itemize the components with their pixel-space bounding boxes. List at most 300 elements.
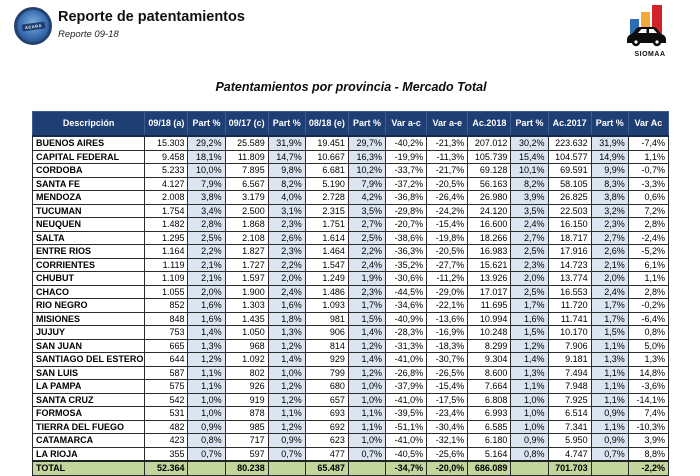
value-cell: -40,2% (386, 136, 427, 150)
value-cell: 1,3% (188, 339, 225, 353)
value-cell: 1.119 (145, 258, 188, 272)
value-cell: 1,1% (511, 380, 548, 394)
value-cell: 2,1% (188, 272, 225, 286)
value-cell: 1.868 (225, 218, 268, 232)
value-cell: -11,2% (427, 272, 468, 286)
value-cell: -20,5% (427, 245, 468, 259)
value-cell: -29,8% (386, 204, 427, 218)
total-row (33, 461, 669, 475)
value-cell: 1.249 (305, 272, 348, 286)
table-row (33, 136, 669, 150)
value-cell: -11,3% (427, 150, 468, 164)
value-cell: 1,1% (268, 407, 305, 421)
value-cell: 2,4% (511, 218, 548, 232)
value-cell: 5,0% (628, 339, 668, 353)
value-cell: 0,9% (511, 434, 548, 448)
value-cell: 2,7% (348, 218, 385, 232)
value-cell: 1.751 (305, 218, 348, 232)
siomaa-logo-label: SIOMAA (634, 51, 666, 58)
value-cell: 8,2% (268, 177, 305, 191)
value-cell: 878 (225, 407, 268, 421)
value-cell: 4,2% (348, 191, 385, 205)
column-header-12: Part % (591, 112, 628, 137)
value-cell: 9,8% (268, 164, 305, 178)
value-cell: 1.754 (145, 204, 188, 218)
value-cell: 2,0% (511, 272, 548, 286)
value-cell: 14,7% (268, 150, 305, 164)
value-cell: 4.747 (548, 447, 591, 461)
province-name: NEUQUEN (33, 218, 145, 232)
value-cell: 10,0% (188, 164, 225, 178)
table-row (33, 204, 669, 218)
table-row (33, 407, 669, 421)
column-header-0: Descripción (33, 112, 145, 137)
value-cell: 11.809 (225, 150, 268, 164)
value-cell: 0,8% (511, 447, 548, 461)
value-cell: 15.621 (468, 258, 511, 272)
value-cell: -15,4% (427, 218, 468, 232)
value-cell: 1,6% (188, 312, 225, 326)
value-cell: 2,7% (511, 231, 548, 245)
value-cell: -40,9% (386, 312, 427, 326)
value-cell: -37,2% (386, 177, 427, 191)
value-cell: 1,6% (268, 299, 305, 313)
value-cell: 1,1% (591, 366, 628, 380)
value-cell: 0,9% (188, 420, 225, 434)
value-cell: 753 (145, 326, 188, 340)
value-cell: 9.458 (145, 150, 188, 164)
table-row (33, 285, 669, 299)
table-row (33, 150, 669, 164)
value-cell: 2,3% (268, 245, 305, 259)
value-cell: 1,4% (348, 326, 385, 340)
value-cell: 10,1% (511, 164, 548, 178)
value-cell: -20,7% (386, 218, 427, 232)
value-cell: 2.315 (305, 204, 348, 218)
value-cell: 968 (225, 339, 268, 353)
province-name: CORRIENTES (33, 258, 145, 272)
value-cell: 0,7% (591, 447, 628, 461)
value-cell: 3,5% (511, 204, 548, 218)
value-cell: 7.925 (548, 393, 591, 407)
value-cell: 26.980 (468, 191, 511, 205)
value-cell: -25,6% (427, 447, 468, 461)
value-cell: 6.567 (225, 177, 268, 191)
value-cell: 1.827 (225, 245, 268, 259)
value-cell: -19,9% (386, 150, 427, 164)
value-cell: -2,4% (628, 231, 668, 245)
value-cell: -26,4% (427, 191, 468, 205)
value-cell: 985 (225, 420, 268, 434)
value-cell: 1.486 (305, 285, 348, 299)
value-cell: 6.808 (468, 393, 511, 407)
value-cell: 0,9% (591, 434, 628, 448)
value-cell: 686.089 (468, 461, 511, 475)
table-row (33, 326, 669, 340)
value-cell: -32,1% (427, 434, 468, 448)
table-title: Patentamientos por provincia - Mercado Total (215, 80, 487, 94)
value-cell: 52.364 (145, 461, 188, 475)
value-cell: 17.916 (548, 245, 591, 259)
value-cell: -41,0% (386, 353, 427, 367)
value-cell: -22,1% (427, 299, 468, 313)
value-cell: 1,7% (591, 312, 628, 326)
provinces-table (32, 111, 669, 476)
value-cell: 1,1% (628, 272, 668, 286)
table-row (33, 434, 669, 448)
value-cell: 6.514 (548, 407, 591, 421)
value-cell: 16.983 (468, 245, 511, 259)
value-cell: 2,4% (268, 285, 305, 299)
value-cell: 2,8% (628, 285, 668, 299)
value-cell: 1,2% (268, 420, 305, 434)
value-cell: 105.739 (468, 150, 511, 164)
value-cell: 575 (145, 380, 188, 394)
value-cell: 1,2% (268, 393, 305, 407)
value-cell: 2,2% (268, 258, 305, 272)
value-cell: 926 (225, 380, 268, 394)
value-cell: 680 (305, 380, 348, 394)
value-cell: 1,3% (628, 353, 668, 367)
siomaa-logo (622, 4, 678, 56)
value-cell: 1,6% (188, 299, 225, 313)
value-cell: -18,3% (427, 339, 468, 353)
value-cell: 1.164 (145, 245, 188, 259)
value-cell: 10,2% (348, 164, 385, 178)
value-cell: -0,7% (628, 164, 668, 178)
province-name: MISIONES (33, 312, 145, 326)
value-cell: 9,9% (591, 164, 628, 178)
value-cell: 11.741 (548, 312, 591, 326)
value-cell: 7.341 (548, 420, 591, 434)
column-header-10: Part % (511, 112, 548, 137)
province-name: FORMOSA (33, 407, 145, 421)
value-cell: 30,2% (511, 136, 548, 150)
acara-logo-icon (14, 7, 52, 45)
value-cell: -3,6% (628, 380, 668, 394)
value-cell: 1,3% (268, 326, 305, 340)
value-cell: -35,2% (386, 258, 427, 272)
value-cell: 1.092 (225, 353, 268, 367)
province-name: LA RIOJA (33, 447, 145, 461)
value-cell: 25.589 (225, 136, 268, 150)
value-cell: 1,1% (591, 393, 628, 407)
value-cell: 7.906 (548, 339, 591, 353)
value-cell: 1,1% (348, 420, 385, 434)
value-cell: 1.109 (145, 272, 188, 286)
value-cell: 80.238 (225, 461, 268, 475)
value-cell: 10.667 (305, 150, 348, 164)
value-cell: 919 (225, 393, 268, 407)
acara-logo-label: ACARA (21, 21, 45, 31)
value-cell: -34,7% (386, 461, 427, 475)
value-cell: 8.299 (468, 339, 511, 353)
value-cell: -26,5% (427, 366, 468, 380)
value-cell: -17,5% (427, 393, 468, 407)
value-cell: 2,5% (188, 231, 225, 245)
value-cell: 8,2% (511, 177, 548, 191)
value-cell: 0,6% (628, 191, 668, 205)
value-cell: 1,1% (628, 150, 668, 164)
value-cell: 0,7% (268, 447, 305, 461)
province-name: SANTA FE (33, 177, 145, 191)
value-cell: 597 (225, 447, 268, 461)
value-cell: 1,5% (348, 312, 385, 326)
value-cell: 18.266 (468, 231, 511, 245)
column-header-3: 09/17 (c) (225, 112, 268, 137)
value-cell: 29,2% (188, 136, 225, 150)
value-cell: 7,9% (188, 177, 225, 191)
value-cell: -20,0% (427, 461, 468, 475)
value-cell: 104.577 (548, 150, 591, 164)
value-cell: 18.717 (548, 231, 591, 245)
province-name: TIERRA DEL FUEGO (33, 420, 145, 434)
value-cell: 6.681 (305, 164, 348, 178)
value-cell: 1.597 (225, 272, 268, 286)
value-cell: 16.150 (548, 218, 591, 232)
value-cell: 482 (145, 420, 188, 434)
value-cell: 3.179 (225, 191, 268, 205)
value-cell: -51,1% (386, 420, 427, 434)
value-cell: 7,4% (628, 407, 668, 421)
value-cell: 16,3% (348, 150, 385, 164)
province-name: CORDOBA (33, 164, 145, 178)
table-row (33, 447, 669, 461)
value-cell: 69.128 (468, 164, 511, 178)
report-title: Reporte de patentamientos (58, 9, 245, 25)
column-header-8: Var a-e (427, 112, 468, 137)
province-name: SANTIAGO DEL ESTERO (33, 353, 145, 367)
value-cell: 1.435 (225, 312, 268, 326)
value-cell: 1,3% (511, 366, 548, 380)
value-cell: -7,4% (628, 136, 668, 150)
value-cell: -5,2% (628, 245, 668, 259)
value-cell: -40,5% (386, 447, 427, 461)
value-cell: 1,4% (511, 353, 548, 367)
value-cell: 0,9% (268, 434, 305, 448)
value-cell: 58.105 (548, 177, 591, 191)
value-cell: 4.127 (145, 177, 188, 191)
value-cell: 0,9% (591, 407, 628, 421)
value-cell: 207.012 (468, 136, 511, 150)
value-cell: 1,0% (511, 420, 548, 434)
value-cell: 2.500 (225, 204, 268, 218)
value-cell: 2,6% (591, 245, 628, 259)
value-cell: 19.451 (305, 136, 348, 150)
value-cell: 13.774 (548, 272, 591, 286)
value-cell: 799 (305, 366, 348, 380)
value-cell: 14.723 (548, 258, 591, 272)
column-header-11: Ac.2017 (548, 112, 591, 137)
value-cell: 15.303 (145, 136, 188, 150)
value-cell: 1,2% (511, 339, 548, 353)
value-cell: 3,5% (348, 204, 385, 218)
value-cell: 0,7% (188, 447, 225, 461)
value-cell: 2,4% (591, 285, 628, 299)
value-cell: 657 (305, 393, 348, 407)
value-cell: 1,2% (268, 339, 305, 353)
value-cell: 802 (225, 366, 268, 380)
value-cell: 5.190 (305, 177, 348, 191)
value-cell: -30,6% (386, 272, 427, 286)
value-cell: 2,4% (348, 258, 385, 272)
value-cell: 2.728 (305, 191, 348, 205)
value-cell: -21,7% (427, 164, 468, 178)
value-cell: 2,8% (628, 218, 668, 232)
value-cell: 1,2% (348, 366, 385, 380)
value-cell: 2,5% (348, 231, 385, 245)
table-row (33, 380, 669, 394)
province-name: BUENOS AIRES (33, 136, 145, 150)
value-cell: 1,2% (188, 353, 225, 367)
value-cell: 1.093 (305, 299, 348, 313)
value-cell: -24,2% (427, 204, 468, 218)
value-cell: 477 (305, 447, 348, 461)
value-cell: 929 (305, 353, 348, 367)
value-cell: 16.600 (468, 218, 511, 232)
column-header-13: Var Ac (628, 112, 668, 137)
value-cell: 10.994 (468, 312, 511, 326)
value-cell: 5.950 (548, 434, 591, 448)
province-name: TUCUMAN (33, 204, 145, 218)
value-cell: 2,8% (188, 218, 225, 232)
value-cell: 1,0% (268, 366, 305, 380)
value-cell: 2,3% (511, 258, 548, 272)
value-cell: 1,4% (348, 353, 385, 367)
value-cell: 2,3% (268, 218, 305, 232)
value-cell: 1.614 (305, 231, 348, 245)
value-cell: 11.695 (468, 299, 511, 313)
value-cell: 1,2% (348, 339, 385, 353)
value-cell: 1,0% (348, 393, 385, 407)
value-cell: 1,0% (511, 407, 548, 421)
value-cell: 1.055 (145, 285, 188, 299)
value-cell: 1,1% (591, 380, 628, 394)
province-name: JUJUY (33, 326, 145, 340)
value-cell: 1,8% (268, 312, 305, 326)
value-cell: -30,4% (427, 420, 468, 434)
value-cell: 1,7% (591, 299, 628, 313)
value-cell (268, 461, 305, 475)
province-name: SALTA (33, 231, 145, 245)
value-cell: 2,0% (268, 272, 305, 286)
value-cell: 1,1% (348, 407, 385, 421)
table-row (33, 258, 669, 272)
value-cell: 644 (145, 353, 188, 367)
value-cell: -33,7% (386, 164, 427, 178)
table-row (33, 299, 669, 313)
value-cell: -10,3% (628, 420, 668, 434)
value-cell: 542 (145, 393, 188, 407)
value-cell: 1,7% (511, 299, 548, 313)
value-cell: 1.303 (225, 299, 268, 313)
value-cell: -37,9% (386, 380, 427, 394)
siomaa-barchart-car-icon (623, 4, 677, 48)
column-header-5: 08/18 (e) (305, 112, 348, 137)
value-cell: -31,3% (386, 339, 427, 353)
column-header-4: Part % (268, 112, 305, 137)
value-cell: -38,6% (386, 231, 427, 245)
value-cell: 2,5% (511, 245, 548, 259)
value-cell: 3,8% (188, 191, 225, 205)
value-cell: 2,0% (188, 285, 225, 299)
value-cell: 29,7% (348, 136, 385, 150)
value-cell: 2,7% (591, 231, 628, 245)
value-cell: 3,9% (511, 191, 548, 205)
value-cell: 0,8% (628, 326, 668, 340)
value-cell: -2,2% (628, 461, 668, 475)
value-cell: 3,2% (591, 204, 628, 218)
value-cell: 6.993 (468, 407, 511, 421)
value-cell: 1,4% (188, 326, 225, 340)
value-cell: -16,9% (427, 326, 468, 340)
value-cell: -21,3% (427, 136, 468, 150)
value-cell: 623 (305, 434, 348, 448)
value-cell: -0,2% (628, 299, 668, 313)
value-cell: 1,9% (348, 272, 385, 286)
value-cell: 906 (305, 326, 348, 340)
value-cell: -28,3% (386, 326, 427, 340)
value-cell: -27,7% (427, 258, 468, 272)
report-header (0, 0, 700, 58)
value-cell: -36,3% (386, 245, 427, 259)
value-cell: 1,0% (188, 407, 225, 421)
value-cell: 1.900 (225, 285, 268, 299)
value-cell: 423 (145, 434, 188, 448)
value-cell: 1,2% (268, 380, 305, 394)
table-header-row (33, 112, 669, 137)
value-cell: 22.503 (548, 204, 591, 218)
value-cell: 69.591 (548, 164, 591, 178)
value-cell: -29,0% (427, 285, 468, 299)
value-cell: 1,0% (511, 393, 548, 407)
value-cell: 3,4% (188, 204, 225, 218)
column-header-2: Part % (188, 112, 225, 137)
value-cell: 2,0% (591, 272, 628, 286)
value-cell: 1,1% (591, 420, 628, 434)
value-cell: -3,3% (628, 177, 668, 191)
table-row (33, 177, 669, 191)
value-cell: -34,6% (386, 299, 427, 313)
value-cell: 3,8% (591, 191, 628, 205)
value-cell: 355 (145, 447, 188, 461)
value-cell: -41,0% (386, 393, 427, 407)
value-cell: 2,3% (348, 285, 385, 299)
value-cell: 10.170 (548, 326, 591, 340)
report-subtitle: Reporte 09-18 (58, 29, 119, 40)
table-row (33, 164, 669, 178)
table-row (33, 366, 669, 380)
value-cell: 1,5% (511, 326, 548, 340)
value-cell: 1.727 (225, 258, 268, 272)
value-cell: 10.248 (468, 326, 511, 340)
province-name: RIO NEGRO (33, 299, 145, 313)
province-name: MENDOZA (33, 191, 145, 205)
table-row (33, 312, 669, 326)
value-cell: 14,9% (591, 150, 628, 164)
value-cell: 1.464 (305, 245, 348, 259)
table-row (33, 245, 669, 259)
value-cell: -26,8% (386, 366, 427, 380)
value-cell: 0,8% (188, 434, 225, 448)
province-name: LA PAMPA (33, 380, 145, 394)
value-cell: 852 (145, 299, 188, 313)
province-name: SAN LUIS (33, 366, 145, 380)
header-titles (58, 9, 245, 40)
value-cell: -39,5% (386, 407, 427, 421)
value-cell: 56.163 (468, 177, 511, 191)
value-cell: 8.600 (468, 366, 511, 380)
